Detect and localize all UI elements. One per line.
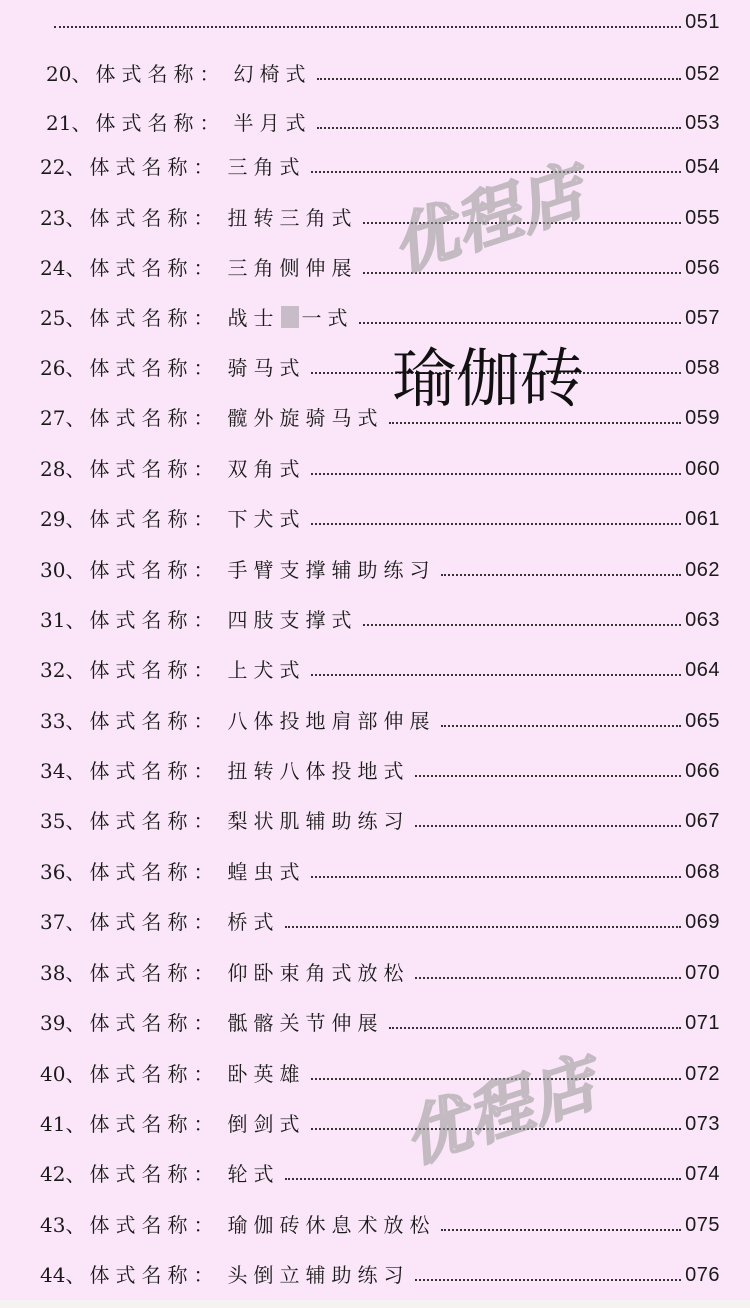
- leader-dots: [389, 1027, 681, 1029]
- entry-title-text: 倒剑式: [227, 1112, 306, 1136]
- entry-title-text: 幻椅式: [233, 62, 312, 86]
- page-number: 059: [685, 407, 720, 429]
- entry-title-text: 头倒立辅助练习: [227, 1263, 410, 1287]
- leader-dots: [415, 977, 681, 979]
- page-number: 072: [685, 1063, 720, 1085]
- page-number: 069: [685, 911, 720, 933]
- leader-dots: [363, 624, 681, 626]
- entry-title-text: 仰卧束角式放松: [227, 961, 410, 985]
- toc-row: [40, 447, 720, 481]
- entry-title-text: 半月式: [233, 111, 312, 135]
- page-number: 051: [685, 11, 720, 33]
- entry-title: [227, 206, 357, 230]
- entry-number: 40、: [40, 1062, 86, 1086]
- entry-number: 30、: [40, 558, 86, 582]
- page-number: 066: [685, 760, 720, 782]
- entry-number: 34、: [40, 759, 86, 783]
- entry-title-text: 扭转三角式: [227, 206, 358, 230]
- toc-row: [40, 548, 720, 582]
- entry-title: [227, 910, 279, 934]
- page-number: 074: [685, 1163, 720, 1185]
- entry-title-text: 手臂支撑辅助练习: [227, 558, 436, 582]
- toc-row: [46, 101, 720, 135]
- page-number: 056: [685, 257, 720, 279]
- entry-title: [227, 608, 357, 632]
- entry-number: 28、: [40, 457, 86, 481]
- entry-title-text: 卧英雄: [227, 1062, 306, 1086]
- leader-dots: [359, 322, 681, 324]
- entry-title: [233, 111, 311, 135]
- toc-row: [46, 52, 720, 86]
- entry-title-text: 一式: [301, 306, 354, 330]
- page-number: 053: [685, 112, 720, 134]
- leader-dots: [285, 926, 681, 928]
- entry-number: 26、: [40, 356, 86, 380]
- entry-number: 29、: [40, 507, 86, 531]
- page-number: 073: [685, 1113, 720, 1135]
- entry-title: [227, 961, 409, 985]
- entry-label: 体式名称：: [89, 155, 220, 179]
- entry-number: 24、: [40, 256, 86, 280]
- entry-title: [227, 507, 305, 531]
- overlay-title: 瑜伽砖: [392, 343, 584, 417]
- entry-label: 体式名称：: [89, 356, 220, 380]
- leader-dots: [311, 876, 681, 878]
- entry-label: 体式名称：: [89, 256, 220, 280]
- entry-title-text: 三角侧伸展: [227, 256, 358, 280]
- leader-dots: [285, 1178, 681, 1180]
- entry-number: 42、: [40, 1162, 86, 1186]
- entry-number: 44、: [40, 1263, 86, 1287]
- entry-number: 43、: [40, 1213, 86, 1237]
- entry-label: 体式名称：: [89, 809, 220, 833]
- page-edge: [0, 1300, 750, 1308]
- leader-dots: [54, 26, 681, 28]
- toc-row: [40, 1102, 720, 1136]
- toc-row: [40, 497, 720, 531]
- toc-row: [40, 951, 720, 985]
- entry-label: 体式名称：: [89, 1062, 220, 1086]
- entry-title: [227, 860, 305, 884]
- entry-number: 37、: [40, 910, 86, 934]
- entry-label: 体式名称：: [95, 62, 226, 86]
- entry-number: 33、: [40, 709, 86, 733]
- entry-label: 体式名称：: [89, 860, 220, 884]
- entry-title: [227, 1263, 409, 1287]
- watermark: 优程店: [395, 1045, 607, 1178]
- leader-dots: [441, 725, 681, 727]
- entry-title-text: 髋外旋骑马式: [227, 406, 384, 430]
- toc-row: [48, 0, 720, 34]
- page-number: 063: [685, 609, 720, 631]
- page-number: 055: [685, 207, 720, 229]
- entry-label: 体式名称：: [89, 206, 220, 230]
- entry-title: [227, 356, 305, 380]
- entry-label: 体式名称：: [89, 961, 220, 985]
- toc-row: [40, 1001, 720, 1035]
- entry-label: 体式名称：: [89, 558, 220, 582]
- entry-title-text: 蝗虫式: [227, 860, 306, 884]
- entry-number: 23、: [40, 206, 86, 230]
- toc-row: [40, 296, 720, 330]
- page-number: 058: [685, 357, 720, 379]
- entry-title: [227, 1213, 435, 1237]
- toc-row: [40, 699, 720, 733]
- page-number: 067: [685, 810, 720, 832]
- entry-number: 20、: [46, 62, 92, 86]
- leader-dots: [311, 674, 681, 676]
- entry-title: [227, 306, 353, 330]
- entry-label: 体式名称：: [89, 658, 220, 682]
- entry-title: [233, 62, 311, 86]
- entry-title-text: 下犬式: [227, 507, 306, 531]
- entry-title: [227, 658, 305, 682]
- entry-title: [227, 1062, 305, 1086]
- entry-title: [227, 759, 409, 783]
- entry-title-text: 扭转八体投地式: [227, 759, 410, 783]
- entry-number: 32、: [40, 658, 86, 682]
- entry-title: [227, 1011, 383, 1035]
- entry-label: 体式名称：: [89, 306, 220, 330]
- entry-title: [227, 256, 357, 280]
- page-number: 071: [685, 1012, 720, 1034]
- toc-row: [40, 648, 720, 682]
- toc-row: [40, 346, 720, 380]
- page-number: 062: [685, 559, 720, 581]
- leader-dots: [317, 127, 681, 129]
- page-number: 075: [685, 1214, 720, 1236]
- toc-row: [40, 900, 720, 934]
- entry-title: [227, 457, 305, 481]
- entry-title-text: 上犬式: [227, 658, 306, 682]
- toc-row: [40, 246, 720, 280]
- entry-title: [227, 809, 409, 833]
- page-number: 052: [685, 63, 720, 85]
- toc-row: [40, 396, 720, 430]
- redacted-block: [281, 306, 299, 328]
- entry-title: [227, 709, 435, 733]
- entry-number: 36、: [40, 860, 86, 884]
- entry-label: 体式名称：: [95, 111, 226, 135]
- entry-label: 体式名称：: [89, 759, 220, 783]
- page-number: 065: [685, 710, 720, 732]
- entry-number: 25、: [40, 306, 86, 330]
- entry-title-text: 四肢支撑式: [227, 608, 358, 632]
- entry-title-text: 八体投地肩部伸展: [227, 709, 436, 733]
- toc-row: [40, 850, 720, 884]
- entry-number: 39、: [40, 1011, 86, 1035]
- entry-number: 27、: [40, 406, 86, 430]
- entry-label: 体式名称：: [89, 1162, 220, 1186]
- toc-row: [40, 1203, 720, 1237]
- page-number: 070: [685, 962, 720, 984]
- entry-number: 31、: [40, 608, 86, 632]
- toc-row: [40, 145, 720, 179]
- entry-label: 体式名称：: [89, 406, 220, 430]
- page-number: 061: [685, 508, 720, 530]
- entry-title: [227, 1162, 279, 1186]
- toc-row: [40, 1253, 720, 1287]
- entry-number: 22、: [40, 155, 86, 179]
- toc-row: [40, 749, 720, 783]
- leader-dots: [311, 473, 681, 475]
- page-number: 076: [685, 1264, 720, 1286]
- page-number: 057: [685, 307, 720, 329]
- entry-label: 体式名称：: [89, 1213, 220, 1237]
- entry-title-text: 双角式: [227, 457, 306, 481]
- entry-title: [227, 1112, 305, 1136]
- entry-title-text: 三角式: [227, 155, 306, 179]
- entry-label: 体式名称：: [89, 1011, 220, 1035]
- entry-title-text: 战士: [227, 306, 280, 330]
- watermark: 优程店: [383, 153, 595, 286]
- entry-title: [227, 155, 305, 179]
- entry-title: [227, 406, 383, 430]
- leader-dots: [389, 422, 681, 424]
- entry-number: 41、: [40, 1112, 86, 1136]
- toc-row: [40, 1052, 720, 1086]
- page-number: 054: [685, 156, 720, 178]
- page-number: 064: [685, 659, 720, 681]
- entry-label: 体式名称：: [89, 910, 220, 934]
- leader-dots: [415, 825, 681, 827]
- entry-label: 体式名称：: [89, 1263, 220, 1287]
- toc-row: [40, 799, 720, 833]
- leader-dots: [441, 574, 681, 576]
- toc-row: [40, 598, 720, 632]
- entry-title-text: 骶髂关节伸展: [227, 1011, 384, 1035]
- entry-title: [227, 558, 435, 582]
- entry-title-text: 轮式: [227, 1162, 280, 1186]
- toc-row: [40, 1152, 720, 1186]
- leader-dots: [415, 775, 681, 777]
- entry-title-text: 桥式: [227, 910, 280, 934]
- entry-number: 21、: [46, 111, 92, 135]
- page-number: 060: [685, 458, 720, 480]
- leader-dots: [311, 523, 681, 525]
- entry-label: 体式名称：: [89, 507, 220, 531]
- leader-dots: [441, 1229, 681, 1231]
- page-number: 068: [685, 861, 720, 883]
- entry-title-text: 梨状肌辅助练习: [227, 809, 410, 833]
- leader-dots: [415, 1279, 681, 1281]
- leader-dots: [317, 78, 681, 80]
- entry-label: 体式名称：: [89, 1112, 220, 1136]
- entry-label: 体式名称：: [89, 608, 220, 632]
- entry-title-text: 瑜伽砖休息术放松: [227, 1213, 436, 1237]
- entry-title-text: 骑马式: [227, 356, 306, 380]
- entry-label: 体式名称：: [89, 709, 220, 733]
- entry-label: 体式名称：: [89, 457, 220, 481]
- entry-number: 35、: [40, 809, 86, 833]
- entry-number: 38、: [40, 961, 86, 985]
